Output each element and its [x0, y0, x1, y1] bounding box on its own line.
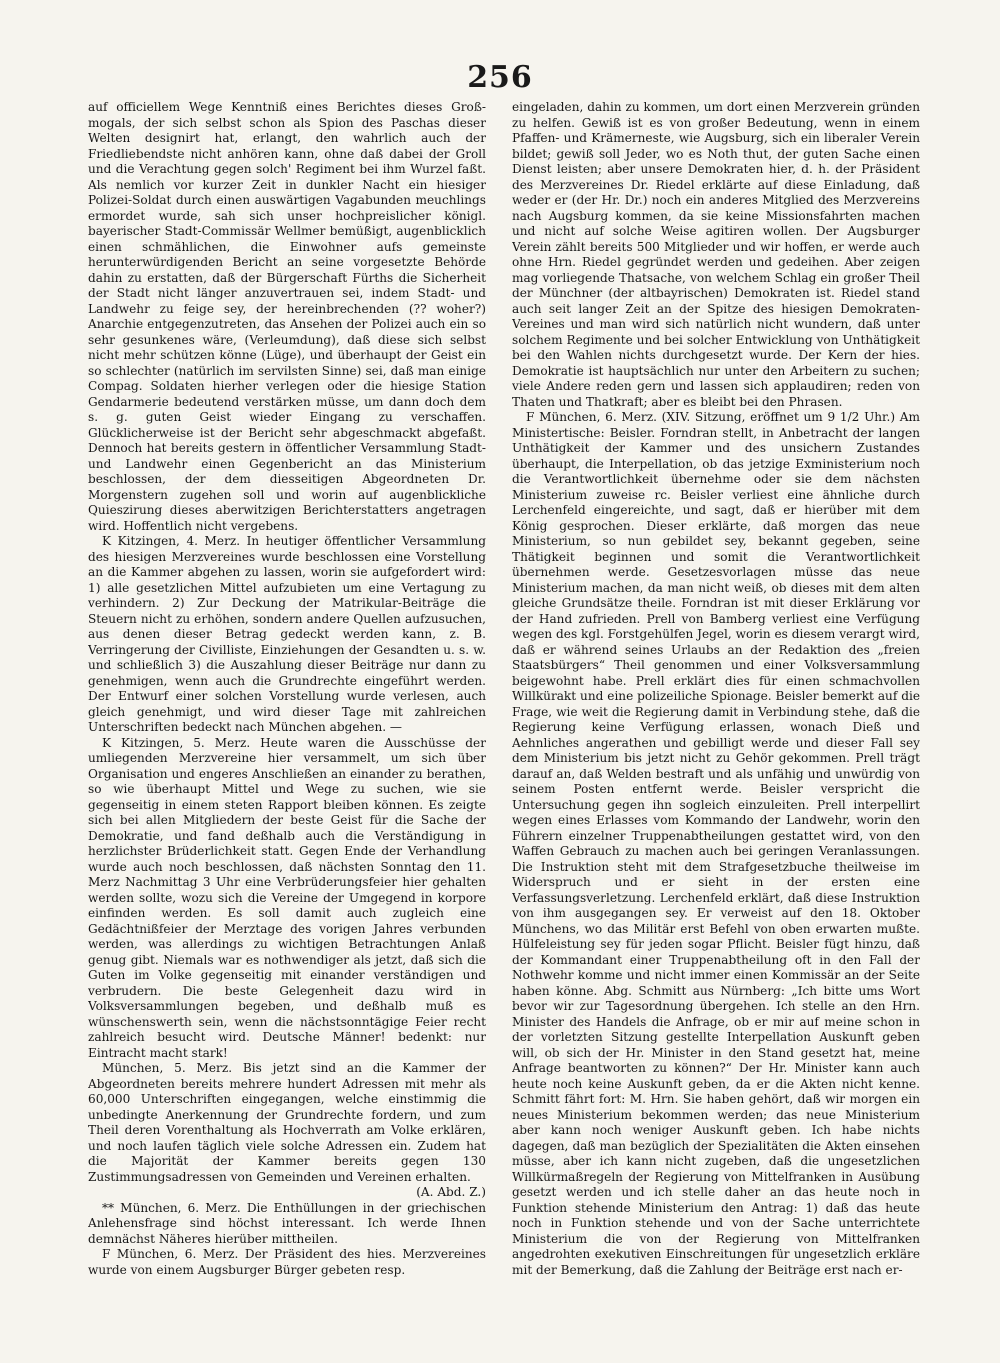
- article-paragraph: K Kitzingen, 4. Merz. In heutiger öffentlicher Versammlung des hiesigen Merzvereines wurde beschlossen eine Vorstellung an die Kammer abgehen zu lassen, worin sie aufgefordert wird: 1) alle gesetzlichen Mittel aufzubieten um eine Vertagung zu verhindern. 2) Zur Deckung der Matrikular-Beiträge die Steuern nicht zu erhöhen, sondern andere Quellen aufzusuchen, aus denen dieser Betrag gedeckt werden kann, z. B. Verringerung der Civilliste, Einziehungen der Gesandten u. s. w. und schließlich 3) die Auszahlung dieser Beiträge nur dann zu genehmigen, wenn auch die Grundrechte eingeführt werden. Der Entwurf einer solchen Vorstellung wurde verlesen, auch gleich genehmigt, und wird dieser Tage mit zahlreichen Unterschriften bedeckt nach München abgehen. —: [88, 534, 486, 734]
- article-paragraph: auf officiellem Wege Kenntniß eines Berichtes dieses Groß-mogals, der sich selbst schon als Spion des Paschas dieser Welten designirt hat, erlangt, den wahrlich auch der Friedliebendste nicht anhören kann, ohne daß dabei der Groll und die Verachtung gegen solch' Regiment bei ihm Wurzel faßt. Als nemlich vor kurzer Zeit in dunkler Nacht ein hiesiger Polizei-Soldat durch einen auswärtigen Vagabunden meuchlings ermordet wurde, sah sich unser hochpreislicher königl. bayerischer Stadt-Commissär Wellmer bemüßigt, augenblicklich einen schmählichen, die Einwohner aufs gemeinste herunterwürdigenden Bericht an seine vorgesetzte Behörde dahin zu erstatten, daß der Bürgerschaft Fürths die Sicherheit der Stadt nicht länger anzuvertrauen sei, indem Stadt- und Landwehr zu feige sey, der hereinbrechenden (?? woher?) Anarchie entgegenzutreten, das Ansehen der Polizei auch ein so sehr gesunkenes wäre, (Verleumdung), daß diese sich selbst nicht mehr schützen könne (Lüge), und überhaupt der Geist ein so schlechter (natürlich im servilsten Sinne) sei, daß man einige Compag. Soldaten hierher verlegen oder die hiesige Station Gendarmerie bedeutend verstärken müsse, um dann doch dem s. g. guten Geist wieder Eingang zu verschaffen. Glücklicherweise ist der Bericht sehr abgeschmackt abgefaßt. Dennoch hat bereits gestern in öffentlicher Versammlung Stadt- und Landwehr einen Gegenbericht an das Ministerium beschlossen, der dem diesseitigen Abgeordneten Dr. Morgenstern zugehen soll und worin auf augenblickliche Quieszirung dieses aberwitzigen Berichterstatters angetragen wird. Hoffentlich nicht vergebens.: [88, 100, 486, 533]
- article-paragraph: ** München, 6. Merz. Die Enthüllungen in der griechischen Anlehensfrage sind höchst interessant. Ich werde Ihnen demnächst Näheres hierüber mittheilen.: [88, 1200, 486, 1246]
- article-paragraph: K Kitzingen, 5. Merz. Heute waren die Ausschüsse der umliegenden Merzvereine hier versammelt, um sich über Organisation und engeres Anschließen an einander zu berathen, so wie überhaupt Mittel und Wege zu suchen, wie sie gegenseitig in einem steten Rapport bleiben können. Es zeigte sich bei allen Mitgliedern der beste Geist für die Sache der Demokratie, und fand deßhalb auch die Verständigung in herzlichster Brüderlichkeit statt. Gegen Ende der Verhandlung wurde auch noch beschlossen, daß nächsten Sonntag den 11. Merz Nachmittag 3 Uhr eine Verbrüderungsfeier hier gehalten werden sollte, wozu sich die Vereine der Umgegend in korpore einfinden werden. Es soll damit auch zugleich eine Gedächtnißfeier der Merztage des vorigen Jahres verbunden werden, was allerdings zu wichtigen Betrachtungen Anlaß genug gibt. Niemals war es nothwendiger als jetzt, daß sich die Guten im Volke gegenseitig mit einander verständigen und verbrudern. Die beste Gelegenheit dazu wird in Volksversammlungen begeben, und deßhalb muß es wünschenswerth sein, wenn die nächstsonntägige Feier recht zahlreich besucht wird. Deutsche Männer! bedenkt: nur Eintracht macht stark!: [88, 735, 486, 1060]
- left-column: [88, 100, 486, 1350]
- source-attribution: (A. Abd. Z.): [416, 1185, 486, 1199]
- article-paragraph: F München, 6. Merz. (XIV. Sitzung, eröffnet um 9 1/2 Uhr.) Am Ministertische: Beisler. Forndran stellt, in Anbetracht der langen Unthätigkeit der Kammer und des unsichern Zustandes überhaupt, die Interpellation, ob das jetzige Exministerium noch die Verantwortlichkeit übernehme oder sie dem nächsten Ministerium zuweise rc. Beisler verliest eine ähnliche durch Lerchenfeld eingereichte, und sagt, daß er hierüber mit dem König gesprochen. Dieser erklärte, daß morgen das neue Ministerium, so nun gebildet sey, bekannt gegeben, seine Thätigkeit beginnen und somit die Verantwortlichkeit übernehmen werde. Gesetzesvorlagen müsse das neue Ministerium machen, da man nicht weiß, ob dieses mit dem alten gleiche Grundsätze theile. Forndran ist mit dieser Erklärung vor der Hand zufrieden. Prell von Bamberg verliest eine Verfügung wegen des kgl. Forstgehülfen Jegel, worin es diesem verargt wird, daß er während seines Urlaubs an der Redaktion des „freien Staatsbürgers“ Theil genommen und einer Volksversammlung beigewohnt habe. Prell erklärt dies für einen schmachvollen Willkürakt und eine polizeiliche Spionage. Beisler bemerkt auf die Frage, wie weit die Regierung damit in Verbindung stehe, daß die Regierung keine Verfügung erlassen, wonach Dieß und Aehnliches angerathen und gebilligt werde und dieser Fall sey dem Ministerium bis jetzt nicht zu Gehör gekommen. Prell trägt darauf an, daß Welden bestraft und als unfähig und unwürdig von seinem Posten entfernt werde. Beisler verspricht die Untersuchung gegen ihn sogleich einzuleiten. Prell interpellirt wegen eines Erlasses vom Kommando der Landwehr, worin den Führern einzelner Truppenabtheilungen gestattet wird, von den Waffen Gebrauch zu machen auch bei geringen Veranlassungen. Die Instruktion steht mit dem Strafgesetzbuche theilweise im Widerspruch und er sieht in der ersten eine Verfassungsverletzung. Lerchenfeld erklärt, daß diese Instruktion von ihm ausgegangen sey. Er verweist auf den 18. Oktober Münchens, wo das Militär erst Befehl von oben erwarten mußte. Hülfeleistung sey für jeden sogar Pflicht. Beisler fügt hinzu, daß der Kommandant einer Truppenabtheilung oft in den Fall der Nothwehr komme und nicht immer einen Kommissär an der Seite haben könne. Abg. Schmitt aus Nürnberg: „Ich bitte ums Wort bevor wir zur Tagesordnung übergehen. Ich stelle an den Hrn. Minister des Handels die Anfrage, ob er mir auf meine schon in der vorletzten Sitzung gestellte Interpellation Auskunft geben will, ob sich der Hr. Minister in den Stand gesetzt hat, meine Anfrage beantworten zu können?“ Der Hr. Minister kann auch heute noch keine Auskunft geben, da er die Akten nicht kenne. Schmitt fährt fort: M. Hrn. Sie haben gehört, daß wir morgen ein neues Ministerium bekommen werden; das neue Ministerium aber kann noch weniger Auskunft geben. Ich habe nichts dagegen, daß man bezüglich der Spezialitäten die Akten einsehen müsse, aber ich kann nicht zugeben, daß die ungesetzlichen Willkürmaßregeln der Regierung von Mittelfranken in Ausübung gesetzt werden und ich stelle daher an das heute noch in Funktion stehende Ministerium den Antrag: 1) daß das heute noch in Funktion stehende und von der Sache unterrichtete Ministerium die von der Regierung von Mittelfranken angedrohten exekutiven Einschreitungen für ungesetzlich erkläre mit der Bemerkung, daß die Zahlung der Beiträge erst nach er-: [512, 410, 920, 1277]
- article-paragraph: München, 5. Merz. Bis jetzt sind an die Kammer der Abgeordneten bereits mehrere hundert Adressen mit mehr als 60,000 Unterschriften eingegangen, welche einstimmig die unbedingte Anerkennung der Grundrechte fordern, und zum Theil deren Vorenthaltung als Hochverrath am Volke erklären, und noch laufen täglich viele solche Adressen ein. Zudem hat die Majorität der Kammer bereits gegen 130 Zustimmungsadressen von Gemeinden und Vereinen erhalten.: [88, 1061, 486, 1184]
- right-column: [512, 100, 920, 1350]
- article-paragraph: F München, 6. Merz. Der Präsident des hies. Merzvereines wurde von einem Augsburger Bürger gebeten resp.: [88, 1247, 486, 1277]
- article-paragraph: eingeladen, dahin zu kommen, um dort einen Merzverein gründen zu helfen. Gewiß ist es von großer Bedeutung, wenn in einem Pfaffen- und Krämerneste, wie Augsburg, sich ein liberaler Verein bildet; gewiß soll Jeder, wo es Noth thut, der guten Sache einen Dienst leisten; aber unsere Demokraten hier, d. h. der Präsident des Merzvereines Dr. Riedel erklärte auf diese Einladung, daß weder er (der Hr. Dr.) noch ein anderes Mitglied des Merzvereins nach Augsburg kommen, da sie keine Missionsfahrten machen und nicht auf solche Weise agitiren wollen. Der Augsburger Verein zählt bereits 500 Mitglieder und wir hoffen, er werde auch ohne Hrn. Riedel gegründet werden und gedeihen. Aber zeigen mag vorliegende Thatsache, von welchem Schlag ein großer Theil der Münchner (der altbayrischen) Demokraten ist. Riedel stand auch seit langer Zeit an der Spitze des hiesigen Demokraten-Vereines und man wird sich natürlich nicht wundern, daß unter solchem Regimente und bei solcher Entwicklung von Unthätigkeit bei den Wahlen nichts durchgesetzt wurde. Der Kern der hies. Demokratie ist hauptsächlich nur unter den Arbeitern zu suchen; viele Andere reden gern und lassen sich applaudiren; reden von Thaten und Thatkraft; aber es bleibt bei den Phrasen.: [512, 100, 920, 409]
- page-number: 256: [467, 60, 533, 95]
